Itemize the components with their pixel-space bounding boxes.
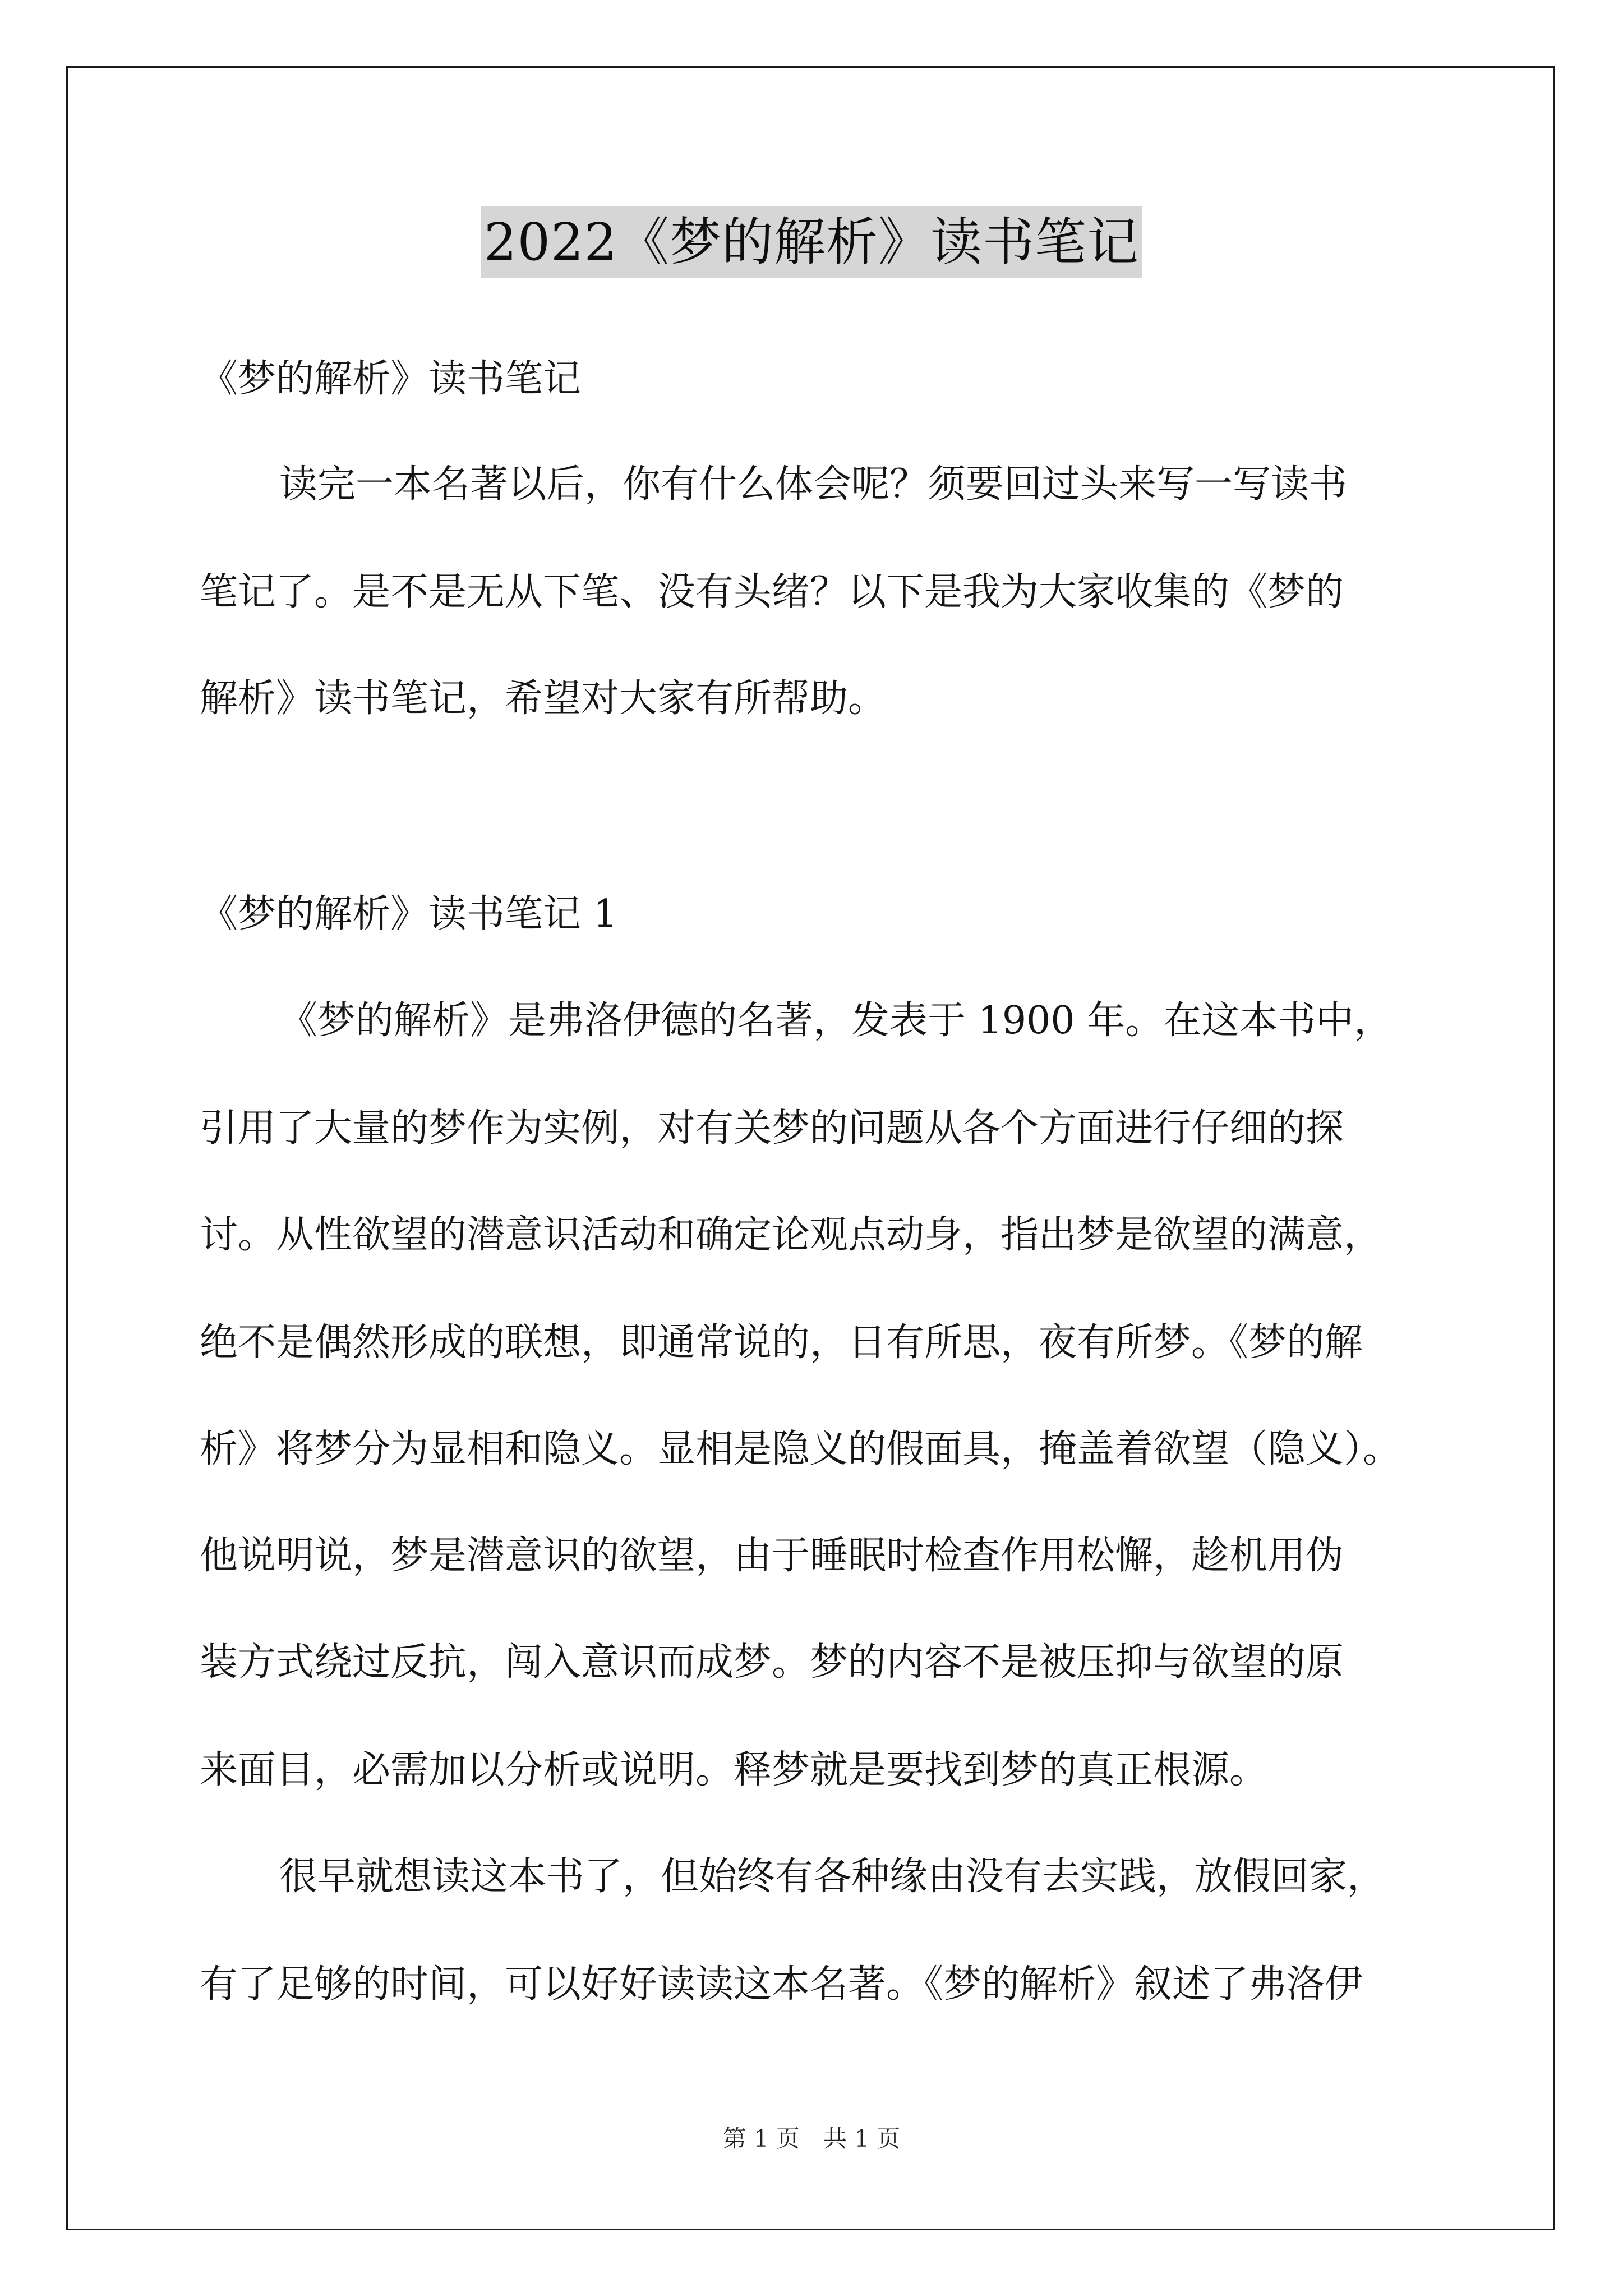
paragraph-line: 析》将梦分为显相和隐义。显相是隐义的假面具，掩盖着欲望（隐义）。 [200,1427,1401,1471]
paragraph-line: 读完一本名著以后，你有什么体会呢？须要回过头来写一写读书 [279,462,1348,507]
paragraph-line: 来面目，必需加以分析或说明。释梦就是要找到梦的真正根源。 [200,1748,1268,1792]
paragraph-line: 笔记了。是不是无从下笔、没有头绪？以下是我为大家收集的《梦的 [200,570,1344,614]
page-number: 第 1 页 共 1 页 [722,2125,901,2152]
document-title: 2022《梦的解析》读书笔记 [481,206,1142,278]
paragraph-line: 讨。从性欲望的潜意识活动和确定论观点动身，指出梦是欲望的满意， [200,1213,1382,1257]
page-footer [0,2122,1623,2156]
paragraph-line: 《梦的解析》是弗洛伊德的名著，发表于 1900 年。在这本书中， [279,999,1393,1043]
paragraph-line: 引用了大量的梦作为实例，对有关梦的问题从各个方面进行仔细的探 [200,1106,1344,1151]
paragraph-line: 绝不是偶然形成的联想，即通常说的，日有所思，夜有所梦。《梦的解 [200,1320,1363,1365]
paragraph-line: 解析》读书笔记，希望对大家有所帮助。 [200,677,887,721]
paragraph-line: 有了足够的时间，可以好好读读这本名著。《梦的解析》叙述了弗洛伊 [200,1962,1363,2007]
paragraph-line: 装方式绕过反抗，闯入意识而成梦。梦的内容不是被压抑与欲望的原 [200,1640,1344,1685]
paragraph-line: 很早就想读这本书了，但始终有各种缘由没有去实践，放假回家， [279,1855,1386,1899]
paragraph-line: 他说明说，梦是潜意识的欲望，由于睡眠时检查作用松懈，趁机用伪 [200,1534,1344,1578]
section-heading-1: 《梦的解析》读书笔记 1 [200,892,617,936]
section-heading-intro: 《梦的解析》读书笔记 [200,357,582,401]
title-container [0,206,1623,278]
